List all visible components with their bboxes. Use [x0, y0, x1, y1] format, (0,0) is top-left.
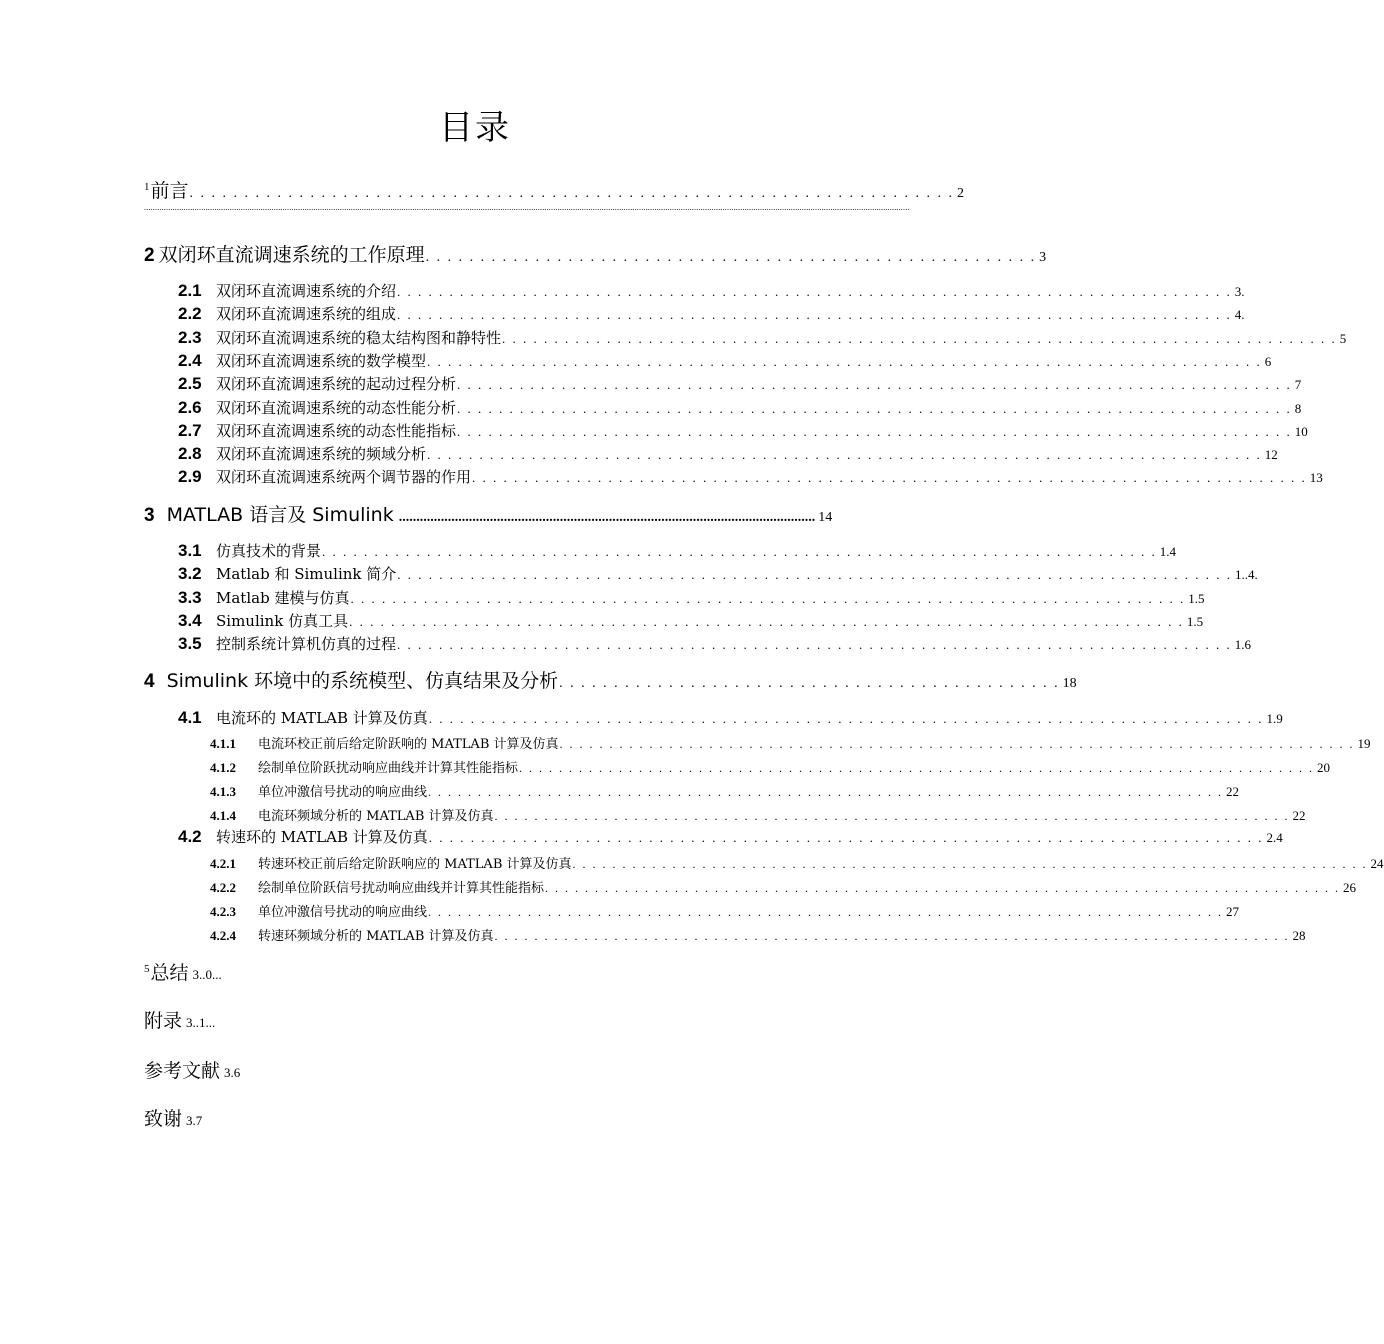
entry-page: 7	[1294, 377, 1302, 393]
entry-number: 4.1.1	[210, 736, 236, 751]
entry-number: 2.3	[178, 327, 202, 347]
toc-section-4-2[interactable]	[178, 826, 1283, 847]
entry-text: 双闭环直流调速系统的频域分析	[216, 445, 427, 464]
dot-leader: . . . . . . . . . . . . . . . . . . . . . . . . . . . . . . . . . . . . . . . . . . . . . . . . . . . . . . . . . . . . . . . . . . . . . . . . . . . . . . . .	[397, 637, 1232, 653]
entry-number: 4.1	[178, 708, 202, 727]
dot-leader: . . . . . . . . . . . . . . . . . . . . . . . . . . . . . . . . . . . . . . . . . . . . . . . . . . . . . . . . . . . . . . . . . . . . . . . . . . . . . . . .	[519, 761, 1315, 775]
dot-leader: . . . . . . . . . . . . . . . . . . . . . . . . . . . . . . . . . . . . . . . . . . . . . . . . . . . . . . . . . . . . . . . . . . . . . .	[189, 186, 955, 201]
entry-number: 3.1	[178, 541, 202, 560]
toc-entry-chapter-4[interactable]	[144, 666, 1077, 693]
toc-title: 目录	[439, 108, 511, 148]
dot-leader: . . . . . . . . . . . . . . . . . . . . . . . . . . . . . . . . . . . . . . . . . . . . . . . . . . . . . . . . . . . . . . . . . . . . . . . . . . . . . . . .	[349, 613, 1184, 629]
entry-text: Simulink 仿真工具	[216, 611, 349, 630]
entry-page: 10	[1294, 423, 1308, 439]
entry-text: Matlab 和 Simulink 简介	[216, 565, 397, 584]
entry-number: 2.1	[178, 281, 202, 300]
toc-section-3-3[interactable]	[178, 587, 1205, 608]
dot-leader: . . . . . . . . . . . . . . . . . . . . . . . . . . . . . . . . . . . . . . . . . . . . . . . . . . . . . . . . . . . . . . . . . . . . . . . . . . . . . . . .	[397, 284, 1232, 299]
toc-subsection-4-1-2[interactable]	[210, 757, 1331, 776]
dot-leader: . . . . . . . . . . . . . . . . . . . . . . . . . . . . . . . . . . . . . . . . . . . . . . . . . . . . . . . .	[425, 250, 1037, 265]
entry-number: 5	[144, 963, 150, 975]
dot-leader: . . . . . . . . . . . . . . . . . . . . . . . . . . . . . . . . . . . . . . . . . . . . . . . . . . . . . . . . . . . . . . . . . . . . . . . . . . . . . . . .	[457, 423, 1292, 439]
entry-page: 2.4	[1266, 830, 1283, 845]
toc-section-2-9[interactable]	[178, 466, 1323, 487]
entry-number: 4.2.3	[210, 904, 236, 919]
dot-leader: .......................................................................................................................	[398, 510, 816, 525]
entry-text: 双闭环直流调速系统的组成	[216, 305, 397, 324]
entry-text: 转速环频域分析的 MATLAB 计算及仿真	[258, 929, 494, 944]
dot-leader: . . . . . . . . . . . . . . . . . . . . . . . . . . . . . . . . . . . . . . . . . . . . . . . . . . . . . . . . . . . . . . . . . . . . . . . . . . . . . . . .	[502, 330, 1337, 346]
dot-leader: . . . . . . . . . . . . . . . . . . . . . . . . . . . . . . . . . . . . . . . . . . . . . . . . . . . . . . . . . . . . . . . . . . . . . . . . . . . . . . . .	[559, 737, 1355, 751]
entry-page: 1.5	[1186, 613, 1204, 629]
toc-entry-summary[interactable]	[144, 958, 222, 985]
entry-text: 双闭环直流调速系统两个调节器的作用	[216, 468, 472, 487]
toc-section-3-4[interactable]	[178, 610, 1204, 631]
entry-page: 20	[1317, 760, 1331, 775]
toc-section-3-1[interactable]	[178, 540, 1177, 561]
toc-entry-chapter-3[interactable]	[144, 500, 833, 527]
entry-text: 控制系统计算机仿真的过程	[216, 635, 397, 654]
entry-number: 3.2	[178, 564, 202, 584]
dot-leader: . . . . . . . . . . . . . . . . . . . . . . . . . . . . . . . . . . . . . . . . . . . . . . . . . . . . . . . . . . . . . . . . . . . . . . . . . . . . . . . .	[428, 905, 1224, 919]
toc-entry-appendix[interactable]	[144, 1006, 215, 1033]
toc-subsection-4-2-1[interactable]	[210, 853, 1384, 872]
entry-text: 电流环的 MATLAB 计算及仿真	[216, 709, 428, 727]
toc-subsection-4-1-3[interactable]	[210, 781, 1240, 800]
entry-number: 2.4	[178, 350, 202, 370]
entry-text: 双闭环直流调速系统的介绍	[216, 282, 397, 300]
entry-page: 8	[1294, 400, 1302, 416]
entry-page: 1.9	[1266, 711, 1283, 726]
entry-number: 2.2	[178, 304, 202, 324]
toc-subsection-4-1-4[interactable]	[210, 805, 1306, 824]
toc-entry-references[interactable]	[144, 1056, 240, 1083]
entry-number: 4.2	[178, 827, 202, 846]
entry-text: 转速环的 MATLAB 计算及仿真	[216, 828, 428, 846]
dot-leader: . . . . . . . . . . . . . . . . . . . . . . . . . . . . . . . . . . . . . . . . . . . . . .	[559, 676, 1060, 691]
entry-page: 14	[818, 510, 833, 525]
entry-text: 双闭环直流调速系统的动态性能分析	[216, 398, 457, 417]
toc-subsection-4-2-2[interactable]	[210, 877, 1357, 896]
entry-page: 3.6	[224, 1065, 241, 1080]
entry-page: 1..4.	[1235, 567, 1258, 583]
entry-page: 5	[1339, 330, 1347, 346]
entry-number: 4.1.3	[210, 784, 236, 799]
toc-section-2-5[interactable]	[178, 373, 1302, 394]
dot-leader: . . . . . . . . . . . . . . . . . . . . . . . . . . . . . . . . . . . . . . . . . . . . . . . . . . . . . . . . . . . . . . . . . . . . . . . . . . . . . . . .	[428, 785, 1224, 799]
toc-entry-chapter-2[interactable]	[144, 240, 1047, 267]
entry-page: 28	[1292, 928, 1306, 943]
entry-page: 24	[1370, 856, 1384, 871]
entry-page: 3	[1039, 250, 1047, 265]
dot-leader: . . . . . . . . . . . . . . . . . . . . . . . . . . . . . . . . . . . . . . . . . . . . . . . . . . . . . . . . . . . . . . . . . . . . . . . . . . . . . . . .	[572, 857, 1368, 871]
entry-page: 18	[1062, 676, 1077, 691]
toc-entry-preface[interactable]	[144, 176, 965, 203]
toc-entry-thanks[interactable]	[144, 1104, 202, 1131]
entry-text: 单位冲激信号扰动的响应曲线	[258, 785, 428, 800]
entry-page: 3..0...	[192, 967, 222, 982]
toc-section-3-2[interactable]	[178, 563, 1258, 584]
entry-number: 2	[144, 245, 155, 266]
entry-number: 3.3	[178, 587, 202, 607]
entry-number: 2.8	[178, 444, 202, 464]
entry-text: 电流环频域分析的 MATLAB 计算及仿真	[258, 809, 494, 824]
toc-section-3-5[interactable]	[178, 633, 1252, 654]
dot-leader: . . . . . . . . . . . . . . . . . . . . . . . . . . . . . . . . . . . . . . . . . . . . . . . . . . . . . . . . . . . . . . . . . . . . . . . . . . . . . . . .	[494, 929, 1290, 943]
entry-text: MATLAB 语言及 Simulink	[166, 504, 394, 526]
entry-text: 参考文献	[144, 1060, 221, 1082]
toc-section-4-1[interactable]	[178, 707, 1283, 728]
entry-text: Simulink 环境中的系统模型、仿真结果及分析	[166, 670, 559, 692]
entry-text: Matlab 建模与仿真	[216, 588, 350, 607]
entry-text: 双闭环直流调速系统的工作原理	[158, 244, 425, 266]
toc-section-2-6[interactable]	[178, 397, 1302, 418]
entry-text: 前言	[150, 180, 189, 202]
entry-text: 绘制单位阶跃信号扰动响应曲线并计算其性能指标	[258, 881, 545, 896]
entry-page: 2	[957, 186, 965, 201]
entry-page: 22	[1226, 784, 1240, 799]
entry-number: 3.5	[178, 634, 202, 654]
entry-text: 转速环校正前后给定阶跃响应的 MATLAB 计算及仿真	[258, 857, 572, 872]
dot-leader-line: ............................................................................................................................................................................................................................................................................................................................................................	[144, 203, 910, 212]
entry-page: 1.4	[1159, 544, 1177, 559]
dot-leader: . . . . . . . . . . . . . . . . . . . . . . . . . . . . . . . . . . . . . . . . . . . . . . . . . . . . . . . . . . . . . . . . . . . . . . . . . . . . . . . .	[397, 567, 1233, 583]
entry-page: 6	[1264, 353, 1272, 369]
entry-text: 绘制单位阶跃扰动响应曲线并计算其性能指标	[258, 761, 519, 776]
dot-leader: . . . . . . . . . . . . . . . . . . . . . . . . . . . . . . . . . . . . . . . . . . . . . . . . . . . . . . . . . . . . . . . . . . . . . . . . . . . . . . . .	[472, 470, 1307, 486]
toc-section-2-2[interactable]	[178, 303, 1245, 324]
dot-leader: . . . . . . . . . . . . . . . . . . . . . . . . . . . . . . . . . . . . . . . . . . . . . . . . . . . . . . . . . . . . . . . . . . . . . . . . . . . . . . . .	[397, 307, 1232, 323]
toc-section-2-1[interactable]	[178, 280, 1245, 301]
entry-page: 13	[1309, 470, 1323, 486]
dot-leader: . . . . . . . . . . . . . . . . . . . . . . . . . . . . . . . . . . . . . . . . . . . . . . . . . . . . . . . . . . . . . . . . . . . . . . . . . . . . . . . .	[427, 353, 1262, 369]
dot-leader: . . . . . . . . . . . . . . . . . . . . . . . . . . . . . . . . . . . . . . . . . . . . . . . . . . . . . . . . . . . . . . . . . . . . . . . . . . . . . . . .	[494, 809, 1290, 823]
entry-text: 致谢	[144, 1108, 183, 1130]
dot-leader: . . . . . . . . . . . . . . . . . . . . . . . . . . . . . . . . . . . . . . . . . . . . . . . . . . . . . . . . . . . . . . . . . . . . . . . . . . . . . . . .	[457, 377, 1292, 393]
entry-text: 双闭环直流调速系统的起动过程分析	[216, 375, 457, 394]
entry-number: 4.1.4	[210, 808, 236, 823]
dot-leader: . . . . . . . . . . . . . . . . . . . . . . . . . . . . . . . . . . . . . . . . . . . . . . . . . . . . . . . . . . . . . . . . . . . . . . . . . . . . . . . .	[545, 881, 1341, 895]
entry-number: 4.2.2	[210, 880, 236, 895]
entry-text: 总结	[150, 962, 189, 984]
entry-page: 1.5	[1188, 590, 1205, 606]
entry-number: 4.1.2	[210, 760, 236, 775]
toc-subsection-4-2-3[interactable]	[210, 901, 1240, 920]
entry-text: 仿真技术的背景	[216, 542, 322, 560]
toc-section-2-4[interactable]	[178, 350, 1272, 371]
entry-number: 2.9	[178, 467, 202, 487]
dot-leader: . . . . . . . . . . . . . . . . . . . . . . . . . . . . . . . . . . . . . . . . . . . . . . . . . . . . . . . . . . . . . . . . . . . . . . . . . . . . . . . .	[322, 544, 1157, 559]
entry-text: 附录	[144, 1010, 183, 1032]
entry-number: 2.7	[178, 420, 202, 440]
entry-page: 3.7	[186, 1113, 203, 1128]
dot-leader: . . . . . . . . . . . . . . . . . . . . . . . . . . . . . . . . . . . . . . . . . . . . . . . . . . . . . . . . . . . . . . . . . . . . . . . . . . . . . . . .	[350, 590, 1186, 606]
entry-text: 单位冲激信号扰动的响应曲线	[258, 905, 428, 920]
entry-page: 26	[1343, 880, 1357, 895]
entry-number: 3.4	[178, 610, 202, 630]
dot-leader: . . . . . . . . . . . . . . . . . . . . . . . . . . . . . . . . . . . . . . . . . . . . . . . . . . . . . . . . . . . . . . . . . . . . . . . . . . . . . . . .	[457, 400, 1292, 416]
entry-page: 3.	[1234, 284, 1245, 299]
entry-number: 4	[144, 671, 155, 692]
entry-text: 双闭环直流调速系统的稳太结构图和静特性	[216, 328, 502, 347]
entry-page: 22	[1292, 808, 1306, 823]
entry-page: 1.6	[1234, 637, 1252, 653]
toc-subsection-4-2-4[interactable]	[210, 925, 1306, 944]
entry-page: 19	[1357, 736, 1371, 751]
entry-text: 双闭环直流调速系统的数学模型	[216, 351, 427, 370]
toc-section-2-3[interactable]	[178, 327, 1347, 348]
entry-number: 3	[144, 505, 155, 526]
dot-leader: . . . . . . . . . . . . . . . . . . . . . . . . . . . . . . . . . . . . . . . . . . . . . . . . . . . . . . . . . . . . . . . . . . . . . . . . . . . . . . . .	[428, 711, 1264, 726]
entry-page: 12	[1264, 447, 1278, 463]
entry-number: 1	[144, 181, 150, 193]
entry-page: 27	[1226, 904, 1240, 919]
toc-section-2-7[interactable]	[178, 420, 1308, 441]
entry-page: 4.	[1234, 307, 1245, 323]
entry-text: 双闭环直流调速系统的动态性能指标	[216, 421, 457, 440]
dot-leader: . . . . . . . . . . . . . . . . . . . . . . . . . . . . . . . . . . . . . . . . . . . . . . . . . . . . . . . . . . . . . . . . . . . . . . . . . . . . . . . .	[428, 830, 1264, 845]
entry-text: 电流环校正前后给定阶跃响的 MATLAB 计算及仿真	[258, 737, 559, 752]
entry-number: 2.6	[178, 397, 202, 417]
toc-subsection-4-1-1[interactable]	[210, 733, 1371, 752]
dot-leader: . . . . . . . . . . . . . . . . . . . . . . . . . . . . . . . . . . . . . . . . . . . . . . . . . . . . . . . . . . . . . . . . . . . . . . . . . . . . . . . .	[427, 447, 1262, 463]
entry-number: 4.2.1	[210, 856, 236, 871]
toc-section-2-8[interactable]	[178, 443, 1278, 464]
entry-number: 4.2.4	[210, 928, 236, 943]
entry-number: 2.5	[178, 374, 202, 394]
entry-page: 3..1...	[186, 1015, 216, 1030]
